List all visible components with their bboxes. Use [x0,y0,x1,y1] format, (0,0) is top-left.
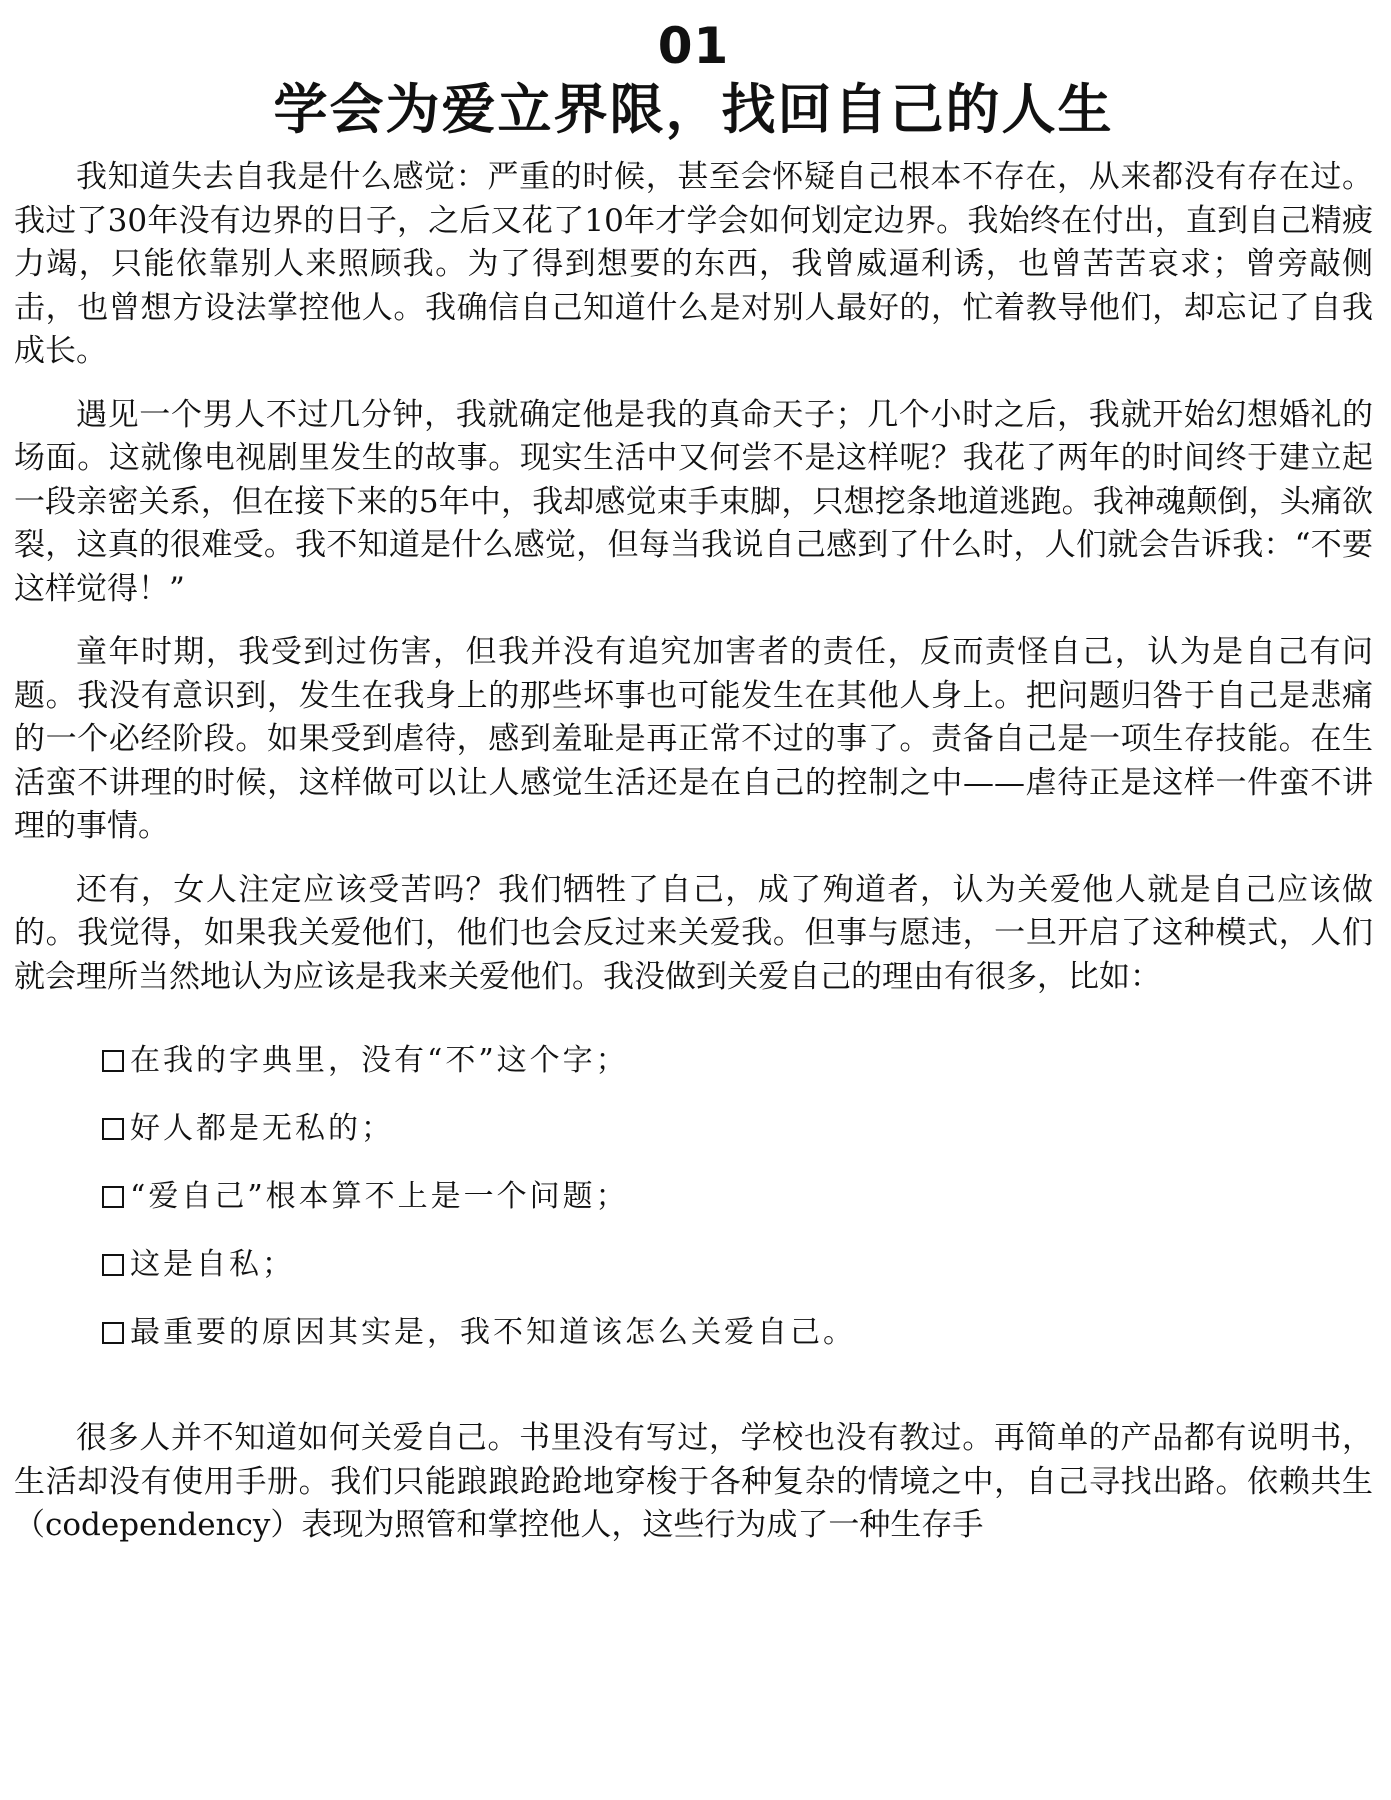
paragraph-3: 童年时期，我受到过伤害，但我并没有追究加害者的责任，反而责怪自己，认为是自己有问题。我没有意识到，发生在我身上的那些坏事也可能发生在其他人身上。把问题归咎于自己是悲痛的一个必经阶段。如果受到虐待，感到羞耻是再正常不过的事了。责备自己是一项生存技能。在生活蛮不讲理的时候，这样做可以让人感觉生活还是在自己的控制之中——虐待正是这样一件蛮不讲理的事情。 [14,634,1373,844]
chapter-number: 01 [657,17,730,75]
paragraph-2: 遇见一个男人不过几分钟，我就确定他是我的真命天子；几个小时之后，我就开始幻想婚礼的场面。这就像电视剧里发生的故事。现实生活中又何尝不是这样呢？我花了两年的时间终于建立起一段亲密关系，但在接下来的5年中，我却感觉束手束脚，只想挖条地道逃跑。我神魂颠倒，头痛欲裂，这真的很难受。我不知道是什么感觉，但每当我说自己感到了什么时，人们就会告诉我：“不要这样觉得！” [14,396,1373,607]
chapter-title: 学会为爱立界限，找回自己的人生 [273,78,1114,141]
checklist-item-text: “爱自己”根本算不上是一个问题； [130,1179,629,1214]
closing-paragraph: 很多人并不知道如何关爱自己。书里没有写过，学校也没有教过。再简单的产品都有说明书，生活却没有使用手册。我们只能踉踉跄跄地穿梭于各种复杂的情境之中，自己寻找出路。依赖共生（codependency）表现为照管和掌控他人，这些行为成了一种生存手 [14,1420,1373,1543]
checkbox-icon [102,1118,124,1140]
reasons-checklist [102,1041,1373,1381]
checklist-item [102,1041,1373,1109]
paragraph-1: 我知道失去自我是什么感觉：严重的时候，甚至会怀疑自己根本不存在，从来都没有存在过。我过了30年没有边界的日子，之后又花了10年才学会如何划定边界。我始终在付出，直到自己精疲力竭，只能依靠别人来照顾我。为了得到想要的东西，我曾威逼利诱，也曾苦苦哀求；曾旁敲侧击，也曾想方设法掌控他人。我确信自己知道什么是对别人最好的，忙着教导他们，却忘记了自我成长。 [14,159,1373,369]
paragraph-4: 还有，女人注定应该受苦吗？我们牺牲了自己，成了殉道者，认为关爱他人就是自己应该做的。我觉得，如果我关爱他们，他们也会反过来关爱我。但事与愿违，一旦开启了这种模式，人们就会理所当然地认为应该是我来关爱他们。我没做到关爱自己的理由有很多，比如： [14,871,1373,995]
checklist-item [102,1109,1373,1177]
checkbox-icon [102,1254,124,1276]
checklist-item [102,1177,1373,1245]
checkbox-icon [102,1322,124,1344]
checkbox-icon [102,1186,124,1208]
checklist-item [102,1313,1373,1381]
checklist-item [102,1245,1373,1313]
checklist-item-text: 在我的字典里，没有“不”这个字； [130,1043,629,1078]
checklist-item-text: 最重要的原因其实是，我不知道该怎么关爱自己。 [130,1315,856,1350]
checklist-item-text: 这是自私； [130,1247,295,1282]
checkbox-icon [102,1050,124,1072]
checklist-item-text: 好人都是无私的； [130,1111,394,1146]
